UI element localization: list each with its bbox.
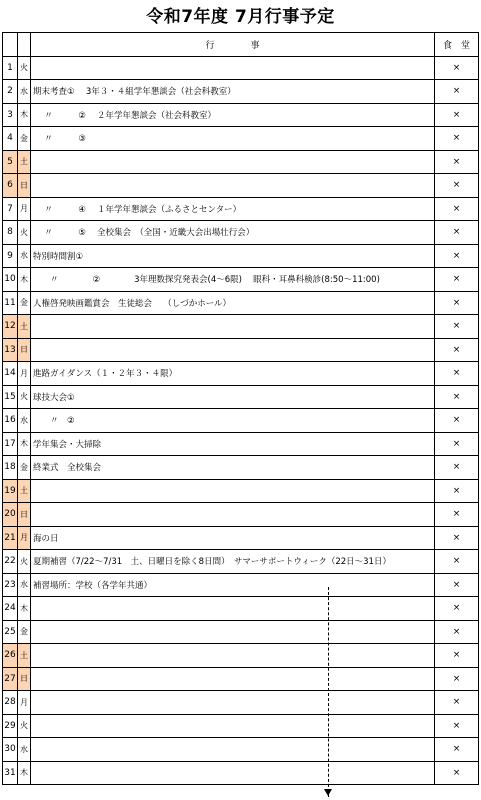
day-number: 16 xyxy=(3,409,18,433)
table-row xyxy=(3,573,479,597)
event-cell xyxy=(31,174,435,198)
day-number: 31 xyxy=(3,761,18,785)
schedule-table xyxy=(2,32,479,785)
day-number: 11 xyxy=(3,291,18,315)
event-text: 海の日 xyxy=(33,533,59,544)
cafeteria-mark: × xyxy=(435,526,479,550)
period-arrow-line xyxy=(328,587,329,797)
weekday: 火 xyxy=(18,550,31,574)
day-number: 4 xyxy=(3,127,18,151)
table-row xyxy=(3,80,479,104)
event-cell xyxy=(31,620,435,644)
event-text: 〃 ⑤ 全校集会 （全国・近畿大会出場壮行会） xyxy=(33,228,255,239)
weekday: 火 xyxy=(18,385,31,409)
event-cell xyxy=(31,738,435,762)
table-row xyxy=(3,315,479,339)
table-row xyxy=(3,150,479,174)
day-number: 1 xyxy=(3,56,18,80)
event-text: 学年集会・大掃除 xyxy=(33,439,102,450)
event-cell xyxy=(31,268,435,292)
day-number: 2 xyxy=(3,80,18,104)
weekday: 木 xyxy=(18,268,31,292)
event-cell xyxy=(31,197,435,221)
day-number: 22 xyxy=(3,550,18,574)
event-cell xyxy=(31,338,435,362)
day-number: 8 xyxy=(3,221,18,245)
table-row xyxy=(3,432,479,456)
day-number: 15 xyxy=(3,385,18,409)
event-cell xyxy=(31,479,435,503)
day-number: 28 xyxy=(3,691,18,715)
cafeteria-mark: × xyxy=(435,56,479,80)
event-cell xyxy=(31,691,435,715)
event-cell xyxy=(31,80,435,104)
event-cell xyxy=(31,503,435,527)
table-row xyxy=(3,691,479,715)
table-row xyxy=(3,479,479,503)
event-cell xyxy=(31,714,435,738)
day-number: 9 xyxy=(3,244,18,268)
event-cell xyxy=(31,667,435,691)
table-row xyxy=(3,409,479,433)
table-row xyxy=(3,103,479,127)
weekday: 火 xyxy=(18,221,31,245)
weekday: 日 xyxy=(18,503,31,527)
event-text: 〃 ② 3年理数探究発表会(4～6限) 眼科・耳鼻科検診(8:50～11:00) xyxy=(33,275,380,286)
cafeteria-mark: × xyxy=(435,432,479,456)
weekday: 月 xyxy=(18,691,31,715)
day-number: 7 xyxy=(3,197,18,221)
weekday: 火 xyxy=(18,56,31,80)
table-row xyxy=(3,738,479,762)
cafeteria-mark: × xyxy=(435,691,479,715)
event-cell xyxy=(31,456,435,480)
event-cell xyxy=(31,550,435,574)
period-arrow-head-icon xyxy=(324,789,332,796)
table-row xyxy=(3,644,479,668)
event-cell xyxy=(31,244,435,268)
event-cell xyxy=(31,56,435,80)
schedule-rows xyxy=(3,56,479,785)
weekday: 金 xyxy=(18,291,31,315)
event-cell xyxy=(31,573,435,597)
table-row xyxy=(3,127,479,151)
cafeteria-mark: × xyxy=(435,197,479,221)
event-text: 特別時間割① xyxy=(33,251,84,262)
weekday: 木 xyxy=(18,432,31,456)
day-number: 14 xyxy=(3,362,18,386)
weekday: 水 xyxy=(18,409,31,433)
cafeteria-mark: × xyxy=(435,761,479,785)
table-row xyxy=(3,56,479,80)
day-number: 24 xyxy=(3,597,18,621)
table-row xyxy=(3,244,479,268)
cafeteria-mark: × xyxy=(435,244,479,268)
event-text: 進路ガイダンス（１・２年３・４限） xyxy=(33,369,178,380)
day-number: 23 xyxy=(3,573,18,597)
event-cell xyxy=(31,362,435,386)
day-number: 19 xyxy=(3,479,18,503)
event-text: 〃 ② xyxy=(33,416,75,427)
day-number: 27 xyxy=(3,667,18,691)
event-text: 〃 ④ １年学年懇談会（ふるさとセンター） xyxy=(33,204,242,215)
event-cell xyxy=(31,385,435,409)
event-cell xyxy=(31,221,435,245)
weekday: 木 xyxy=(18,103,31,127)
day-number: 21 xyxy=(3,526,18,550)
day-number: 25 xyxy=(3,620,18,644)
cafeteria-mark: × xyxy=(435,174,479,198)
event-text: 球技大会① xyxy=(33,392,75,403)
cafeteria-mark: × xyxy=(435,150,479,174)
table-row xyxy=(3,268,479,292)
event-text: 補習場所：学校（各学年共通） xyxy=(33,580,153,591)
weekday: 水 xyxy=(18,573,31,597)
cafeteria-mark: × xyxy=(435,221,479,245)
event-cell xyxy=(31,644,435,668)
table-row xyxy=(3,338,479,362)
day-number: 29 xyxy=(3,714,18,738)
event-text: 人権啓発映画鑑賞会 生徒総会 （しづかホール） xyxy=(33,298,232,309)
weekday: 日 xyxy=(18,338,31,362)
table-row xyxy=(3,174,479,198)
event-text: 終業式 全校集会 xyxy=(33,463,102,474)
table-row xyxy=(3,667,479,691)
cafeteria-mark: × xyxy=(435,503,479,527)
event-cell xyxy=(31,761,435,785)
table-row xyxy=(3,456,479,480)
cafeteria-mark: × xyxy=(435,597,479,621)
page-title: 令和7年度 7月行事予定 xyxy=(146,7,335,27)
day-number: 20 xyxy=(3,503,18,527)
table-row xyxy=(3,291,479,315)
weekday: 金 xyxy=(18,127,31,151)
weekday: 日 xyxy=(18,667,31,691)
cafeteria-mark: × xyxy=(435,127,479,151)
header-day-cell xyxy=(3,33,18,57)
event-text: 〃 ③ xyxy=(33,134,86,145)
cafeteria-mark: × xyxy=(435,409,479,433)
event-cell xyxy=(31,526,435,550)
day-number: 17 xyxy=(3,432,18,456)
weekday: 土 xyxy=(18,315,31,339)
cafeteria-mark: × xyxy=(435,479,479,503)
header-cafeteria: 食 堂 xyxy=(435,33,479,57)
weekday: 月 xyxy=(18,362,31,386)
day-number: 6 xyxy=(3,174,18,198)
cafeteria-mark: × xyxy=(435,456,479,480)
table-row xyxy=(3,714,479,738)
table-row xyxy=(3,620,479,644)
cafeteria-mark: × xyxy=(435,80,479,104)
event-cell xyxy=(31,597,435,621)
weekday: 水 xyxy=(18,738,31,762)
cafeteria-mark: × xyxy=(435,620,479,644)
weekday: 月 xyxy=(18,526,31,550)
table-header-row xyxy=(3,33,479,57)
cafeteria-mark: × xyxy=(435,644,479,668)
event-cell xyxy=(31,150,435,174)
table-row xyxy=(3,503,479,527)
cafeteria-mark: × xyxy=(435,268,479,292)
table-row xyxy=(3,597,479,621)
cafeteria-mark: × xyxy=(435,573,479,597)
day-number: 10 xyxy=(3,268,18,292)
weekday: 木 xyxy=(18,597,31,621)
cafeteria-mark: × xyxy=(435,738,479,762)
cafeteria-mark: × xyxy=(435,291,479,315)
weekday: 金 xyxy=(18,456,31,480)
event-cell xyxy=(31,409,435,433)
weekday: 水 xyxy=(18,80,31,104)
table-row xyxy=(3,385,479,409)
weekday: 土 xyxy=(18,150,31,174)
weekday: 日 xyxy=(18,174,31,198)
day-number: 18 xyxy=(3,456,18,480)
cafeteria-mark: × xyxy=(435,103,479,127)
table-row xyxy=(3,362,479,386)
day-number: 3 xyxy=(3,103,18,127)
weekday: 火 xyxy=(18,714,31,738)
event-cell xyxy=(31,103,435,127)
event-text: 〃 ② ２年学年懇談会（社会科教室） xyxy=(33,110,217,121)
day-number: 30 xyxy=(3,738,18,762)
table-row xyxy=(3,221,479,245)
event-cell xyxy=(31,432,435,456)
weekday: 水 xyxy=(18,244,31,268)
day-number: 13 xyxy=(3,338,18,362)
table-row xyxy=(3,197,479,221)
weekday: 金 xyxy=(18,620,31,644)
event-cell xyxy=(31,315,435,339)
cafeteria-mark: × xyxy=(435,714,479,738)
cafeteria-mark: × xyxy=(435,315,479,339)
cafeteria-mark: × xyxy=(435,362,479,386)
weekday: 月 xyxy=(18,197,31,221)
event-cell xyxy=(31,291,435,315)
event-cell xyxy=(31,127,435,151)
table-row xyxy=(3,761,479,785)
weekday: 土 xyxy=(18,644,31,668)
header-weekday-cell xyxy=(18,33,31,57)
weekday: 土 xyxy=(18,479,31,503)
event-text: 期末考査① 3年３・４組学年懇談会（社会科教室） xyxy=(33,87,236,98)
day-number: 26 xyxy=(3,644,18,668)
table-row xyxy=(3,550,479,574)
cafeteria-mark: × xyxy=(435,667,479,691)
day-number: 5 xyxy=(3,150,18,174)
table-row xyxy=(3,526,479,550)
cafeteria-mark: × xyxy=(435,385,479,409)
cafeteria-mark: × xyxy=(435,550,479,574)
event-text: 夏期補習（7/22～7/31 土、日曜日を除く8日間） サマーサポートウィーク（22日～31日） xyxy=(33,557,391,568)
cafeteria-mark: × xyxy=(435,338,479,362)
header-events: 行 事 xyxy=(31,33,435,57)
day-number: 12 xyxy=(3,315,18,339)
weekday: 木 xyxy=(18,761,31,785)
